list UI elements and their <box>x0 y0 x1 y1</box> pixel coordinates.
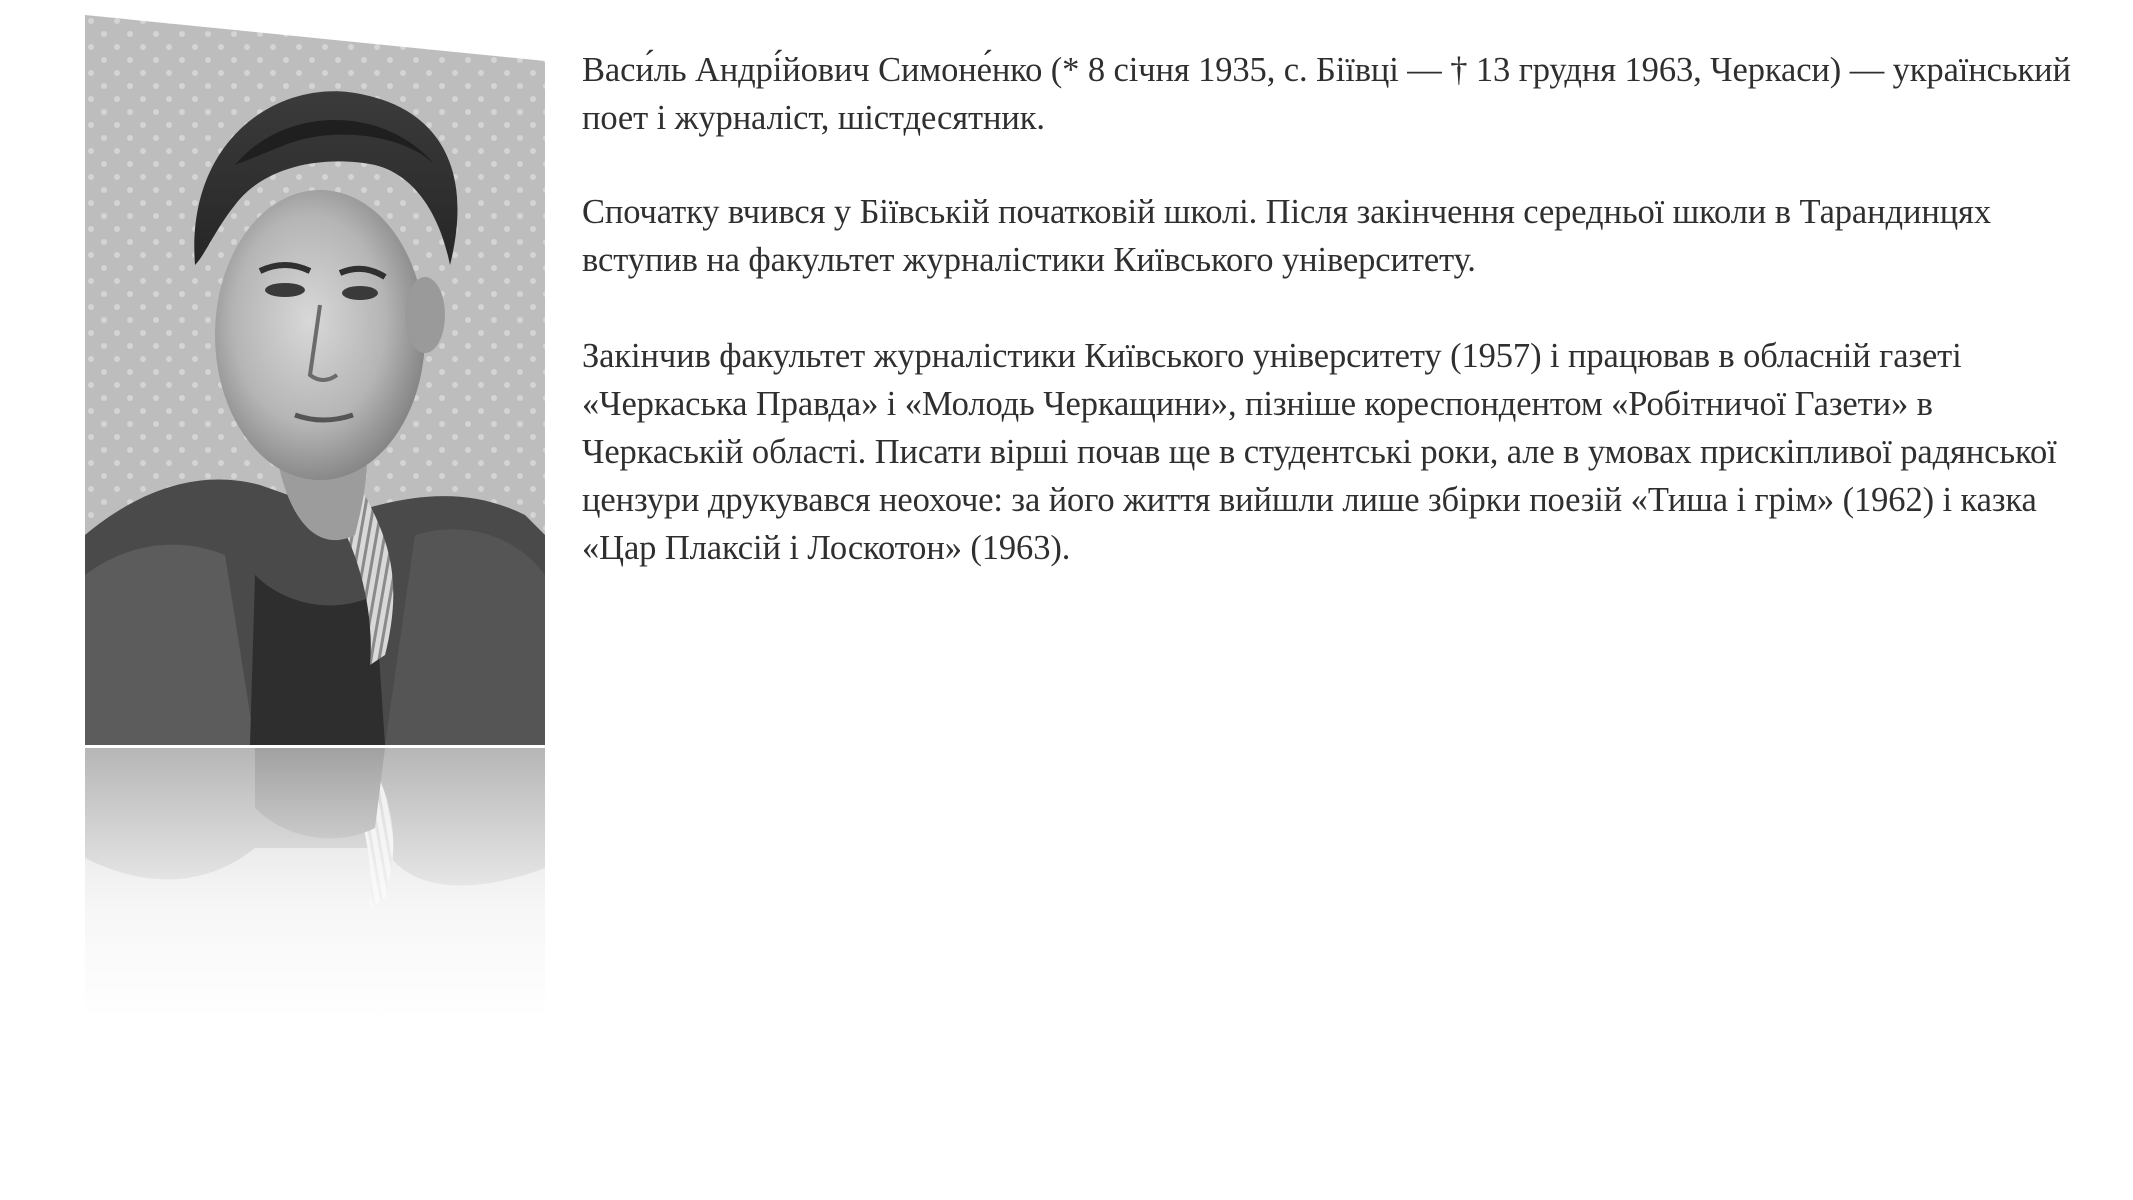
paragraph-education: Спочатку вчився у Біївській початковій школі. Після закінчення середньої школи в Тарандинцях вступив на факультет журналістики Київського університету. <box>582 193 1991 279</box>
biography-text <box>582 46 2072 572</box>
paragraph-intro: Васи́ль Андрі́йович Симоне́нко (* 8 січня 1935, с. Біївці — † 13 грудня 1963, Черкаси) — український поет і журналіст, шістдесятник. <box>582 51 2071 137</box>
portrait-photo <box>85 15 545 745</box>
portrait-reflection <box>85 748 545 1018</box>
paragraph-career: Закінчив факультет журналістики Київського університету (1957) і працював в обласній газеті «Черкаська Правда» і «Молодь Черкащини», пізніше кореспондентом «Робітничої Газети» в Черкаській області. Писати вірші почав ще в студентські роки, але в умовах прискіпливої радянської цензури друкувався неохоче: за його життя вийшли лише збірки поезій «Тиша і грім» (1962) і казка «Цар Плаксій і Лоскотон» (1963). <box>582 337 2057 567</box>
